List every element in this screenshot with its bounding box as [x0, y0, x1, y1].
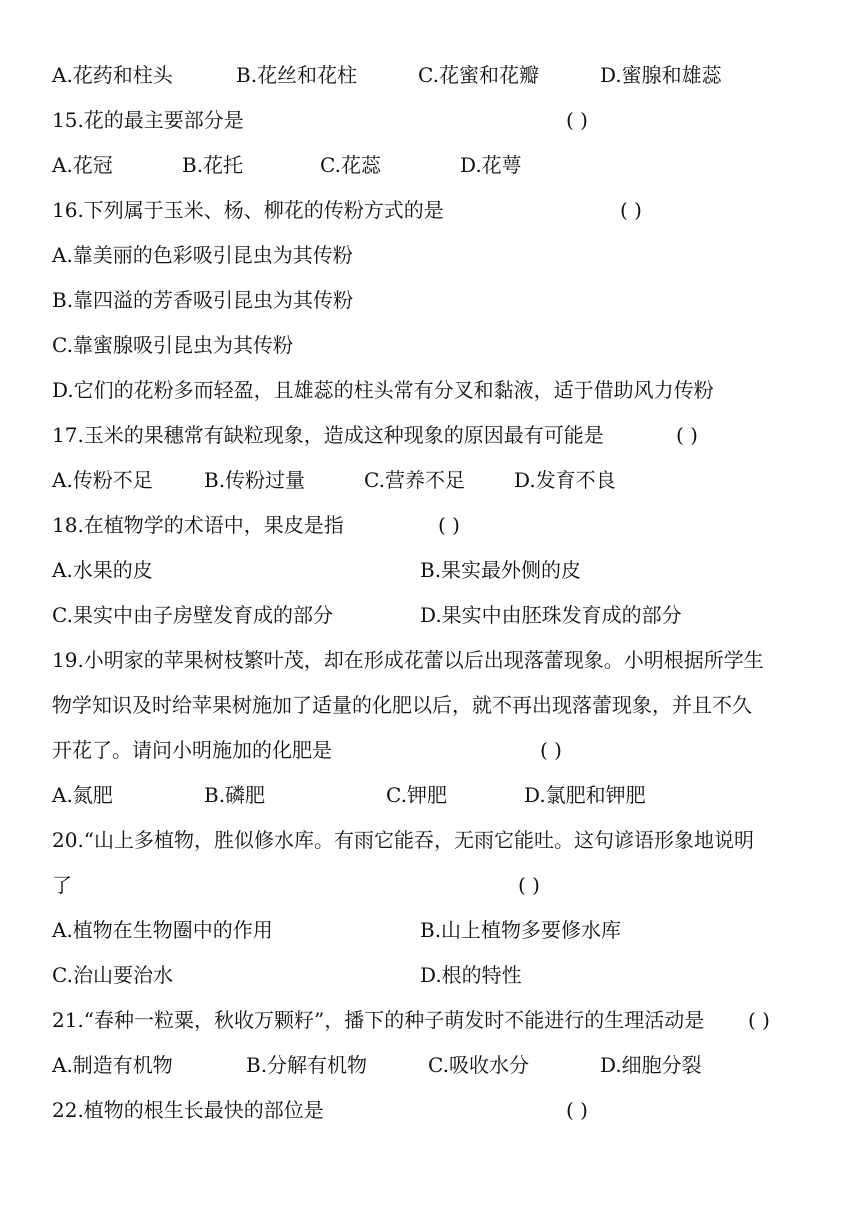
q17-option-a: A.传粉不足 — [52, 468, 153, 492]
q17-stem: 17.玉米的果穗常有缺粒现象，造成这种现象的原因最有可能是 — [52, 423, 604, 447]
q15-option-c: C.花蕊 — [320, 153, 381, 177]
q17-option-d: D.发育不良 — [514, 468, 616, 492]
q21-option-d: D.细胞分裂 — [600, 1053, 702, 1077]
q19-answer-paren: ( ) — [540, 738, 562, 762]
q20-option-b: B.山上植物多要修水库 — [420, 918, 622, 942]
q18-answer-paren: ( ) — [438, 513, 460, 537]
q16-answer-paren: ( ) — [620, 198, 642, 222]
q20-stem-line-2: 了 — [52, 873, 72, 897]
q22-stem: 22.植物的根生长最快的部位是 — [52, 1098, 324, 1122]
q15-option-d: D.花萼 — [460, 153, 522, 177]
q17-option-b: B.传粉过量 — [204, 468, 306, 492]
q19-stem-line-2: 物学知识及时给苹果树施加了适量的化肥以后，就不再出现落蕾现象，并且不久 — [52, 693, 752, 717]
q19-option-c: C.钾肥 — [386, 783, 447, 807]
q20-stem-line-1: 20.“山上多植物，胜似修水库。有雨它能吞，无雨它能吐。这句谚语形象地说明 — [52, 828, 755, 852]
q19-option-d: D.氯肥和钾肥 — [524, 783, 646, 807]
q19-option-b: B.磷肥 — [204, 783, 266, 807]
q15-option-a: A.花冠 — [52, 153, 113, 177]
q15-stem: 15.花的最主要部分是 — [52, 108, 244, 132]
q16-option-c: C.靠蜜腺吸引昆虫为其传粉 — [52, 333, 293, 357]
q18-option-d: D.果实中由胚珠发育成的部分 — [420, 603, 682, 627]
q18-stem: 18.在植物学的术语中，果皮是指 — [52, 513, 344, 537]
q14-option-a: A.花药和柱头 — [52, 63, 173, 87]
q19-stem-line-1: 19.小明家的苹果树枝繁叶茂，却在形成花蕾以后出现落蕾现象。小明根据所学生 — [52, 648, 764, 672]
q14-option-c: C.花蜜和花瓣 — [418, 63, 539, 87]
q21-answer-paren: ( ) — [748, 1008, 770, 1032]
q21-option-c: C.吸收水分 — [428, 1053, 529, 1077]
q20-option-c: C.治山要治水 — [52, 963, 173, 987]
q16-option-b: B.靠四溢的芳香吸引昆虫为其传粉 — [52, 288, 354, 312]
q17-answer-paren: ( ) — [676, 423, 698, 447]
q16-option-a: A.靠美丽的色彩吸引昆虫为其传粉 — [52, 243, 353, 267]
q21-option-b: B.分解有机物 — [246, 1053, 368, 1077]
q14-option-b: B.花丝和花柱 — [236, 63, 358, 87]
q17-option-c: C.营养不足 — [364, 468, 465, 492]
q16-option-d: D.它们的花粉多而轻盈，且雄蕊的柱头常有分叉和黏液，适于借助风力传粉 — [52, 378, 714, 402]
q19-option-a: A.氮肥 — [52, 783, 113, 807]
q21-option-a: A.制造有机物 — [52, 1053, 173, 1077]
q19-stem-line-3: 开花了。请问小明施加的化肥是 — [52, 738, 332, 762]
q18-option-c: C.果实中由子房壁发育成的部分 — [52, 603, 333, 627]
q20-option-d: D.根的特性 — [420, 963, 522, 987]
q18-option-b: B.果实最外侧的皮 — [420, 558, 582, 582]
q18-option-a: A.水果的皮 — [52, 558, 153, 582]
q21-stem: 21.“春种一粒粟，秋收万颗籽”，播下的种子萌发时不能进行的生理活动是 — [52, 1008, 705, 1032]
q22-answer-paren: ( ) — [566, 1098, 588, 1122]
q15-option-b: B.花托 — [182, 153, 244, 177]
q14-option-d: D.蜜腺和雄蕊 — [600, 63, 722, 87]
q15-answer-paren: ( ) — [566, 108, 588, 132]
q20-answer-paren: ( ) — [518, 873, 540, 897]
q16-stem: 16.下列属于玉米、杨、柳花的传粉方式的是 — [52, 198, 444, 222]
q20-option-a: A.植物在生物圈中的作用 — [52, 918, 273, 942]
